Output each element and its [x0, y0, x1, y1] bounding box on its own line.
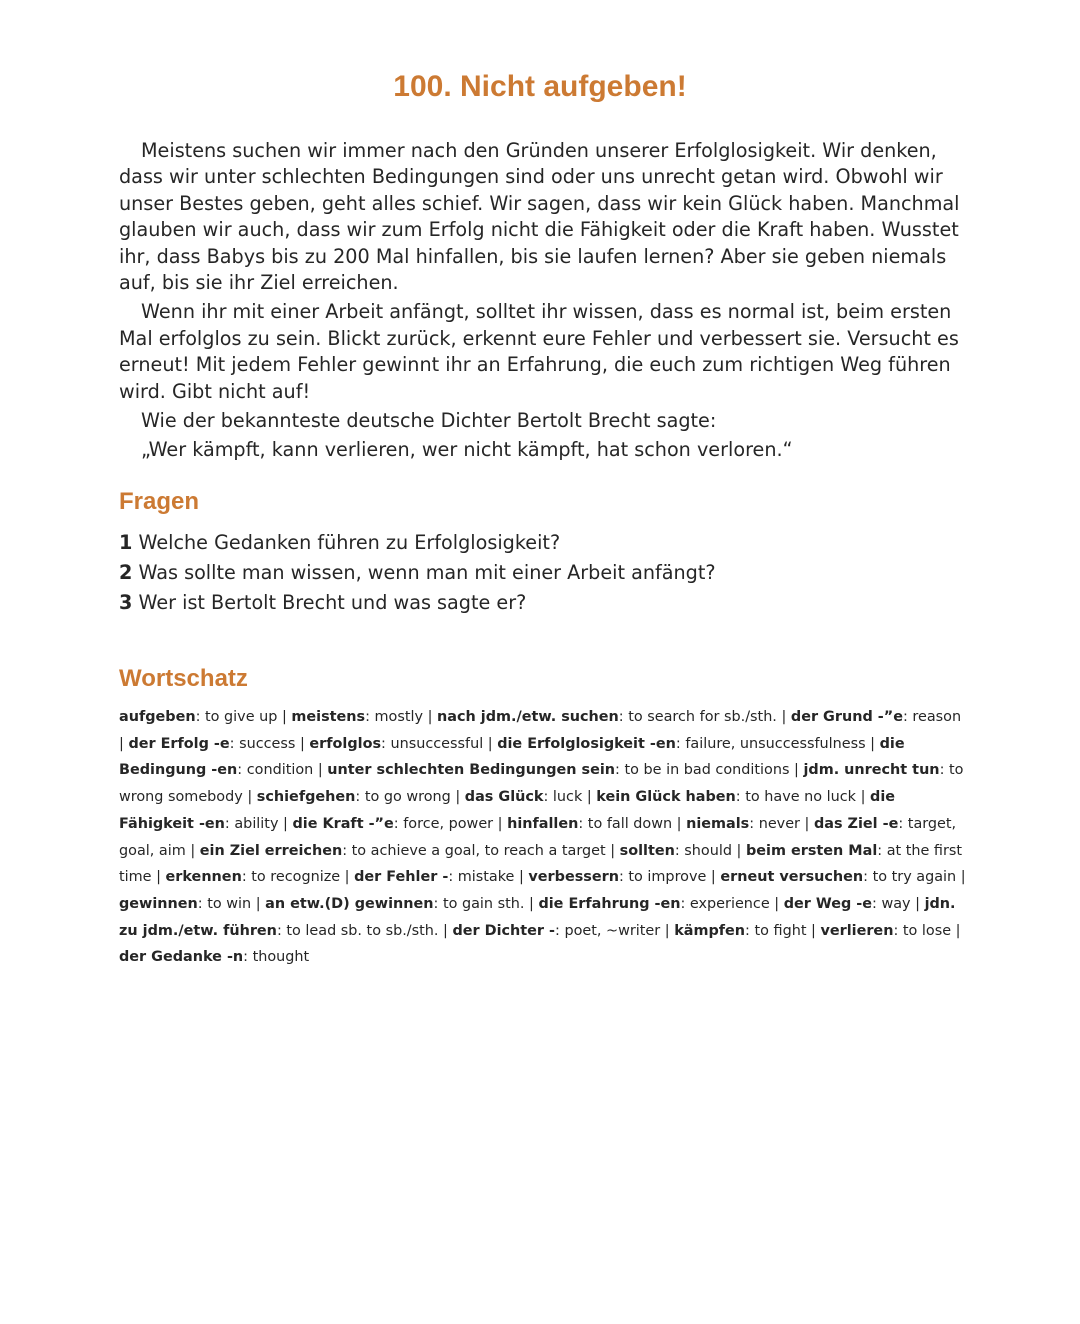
vocab-term: erfolglos: [309, 735, 382, 752]
vocab-term: der Grund -”e: [790, 709, 903, 725]
vocab-definition: should: [684, 842, 732, 859]
vocab-entry: die Kraft -”e: force, power: [292, 815, 494, 832]
vocab-definition: never: [758, 815, 800, 832]
vocab-entry: verbessern: to improve: [528, 869, 707, 886]
vocab-entry: das Ziel -e: target, goal, aim: [119, 815, 957, 859]
vocab-definition: to fight: [754, 922, 807, 939]
vocab-entry: die Erfahrung -en: experience: [538, 895, 770, 912]
vocab-definition: to recognize: [251, 869, 341, 886]
vocab-term: sollten: [619, 842, 675, 859]
vocab-entry: die Fähigkeit -en: ability: [119, 789, 896, 832]
vocab-definition: to go wrong: [364, 789, 451, 806]
questions-heading: Fragen: [119, 488, 200, 515]
vocab-term: der Dichter -: [452, 922, 556, 939]
vocab-definition: ability: [234, 815, 279, 832]
vocab-entry: schiefgehen: to go wrong: [256, 789, 451, 806]
vocab-term: die Fähigkeit -en: [119, 789, 896, 832]
vocab-term: kein Glück haben: [596, 789, 736, 806]
page-title: 100. Nicht aufgeben!: [393, 70, 687, 103]
vocab-term: die Bedingung -en: [119, 735, 905, 779]
vocab-term: an etw.(D) gewinnen: [265, 895, 434, 912]
vocab-term: ein Ziel erreichen: [199, 842, 343, 859]
vocab-entry: die Erfolglosigkeit -en: failure, unsuccessfulness: [497, 735, 866, 752]
vocab-term: niemals: [686, 815, 750, 832]
question-item: [119, 588, 969, 618]
vocab-definition: to improve: [628, 869, 707, 886]
question-item: [119, 528, 969, 558]
vocab-definition: mostly: [374, 709, 424, 725]
vocab-term: der Erfolg -e: [128, 735, 230, 752]
question-item: [119, 558, 969, 588]
brecht-quote: „Wer kämpft, kann verlieren, wer nicht kämpft, hat schon verloren.“: [141, 438, 793, 462]
vocab-definition: luck: [552, 789, 583, 806]
vocab-definition: to wrong somebody: [119, 762, 964, 806]
vocab-term: verbessern: [528, 869, 619, 886]
vocabulary-heading: Wortschatz: [119, 665, 248, 692]
vocab-definition: to gain sth.: [442, 895, 525, 912]
questions-list: [119, 528, 969, 618]
vocab-term: unter schlechten Bedingungen sein: [327, 762, 616, 779]
vocab-entry: das Glück: luck: [464, 789, 583, 806]
story-paragraph: Wenn ihr mit einer Arbeit anfängt, solltet ihr wissen, dass es normal ist, beim ersten Mal erfolglos zu sein. Blickt zurück, erkennt eure Fehler und verbessert sie. Versucht es erneut! Mit jedem Fehler gewinnt ihr an Erfahrung, die euch zum richtigen Weg führen wird. Gibt nicht auf!: [119, 300, 959, 403]
vocab-term: nach jdm./etw. suchen: [437, 709, 619, 725]
vocab-entry: kämpfen: to fight: [674, 922, 807, 939]
story-paragraph: Wie der bekannteste deutsche Dichter Bertolt Brecht sagte:: [141, 409, 717, 433]
vocab-definition: reason: [912, 709, 962, 725]
vocab-term: jdm. unrecht tun: [803, 762, 940, 779]
vocab-term: der Gedanke -n: [119, 949, 244, 966]
vocab-entry: beim ersten Mal: at the first time: [119, 842, 963, 886]
vocab-term: jdn. zu jdm./etw. führen: [119, 895, 956, 939]
vocab-definition: to lead sb. to sb./sth.: [286, 922, 439, 939]
vocab-definition: poet, ~writer: [564, 922, 661, 939]
vocab-term: das Glück: [464, 789, 544, 806]
vocab-entry: aufgeben: to give up: [119, 709, 278, 725]
vocab-term: das Ziel -e: [813, 815, 899, 832]
vocab-entry: verlieren: to lose: [820, 922, 952, 939]
vocab-definition: condition: [246, 762, 314, 779]
vocab-definition: to lose: [902, 922, 952, 939]
vocab-definition: target, goal, aim: [119, 815, 957, 859]
vocab-term: gewinnen: [119, 895, 198, 912]
vocab-entry: meistens: mostly: [291, 709, 424, 725]
vocab-entry: nach jdm./etw. suchen: to search for sb./sth.: [437, 709, 777, 725]
vocab-entry: der Gedanke -n: thought: [119, 949, 310, 966]
vocab-entry: erkennen: to recognize: [165, 869, 341, 886]
vocab-definition: to fall down: [587, 815, 673, 832]
vocab-entry: die Bedingung -en: condition: [119, 735, 905, 779]
vocab-entry: der Fehler -: mistake: [354, 869, 515, 886]
vocab-entry: an etw.(D) gewinnen: to gain sth.: [265, 895, 525, 912]
vocab-entry: der Grund -”e: reason: [790, 709, 962, 725]
vocab-definition: at the first time: [119, 842, 963, 886]
vocab-definition: failure, unsuccessfulness: [685, 735, 866, 752]
vocab-entry: gewinnen: to win: [119, 895, 252, 912]
vocab-entry: hinfallen: to fall down: [507, 815, 673, 832]
question-number: 2: [119, 561, 133, 584]
vocab-definition: to have no luck: [745, 789, 857, 806]
vocab-entry: niemals: never: [686, 815, 800, 832]
question-text: Wer ist Bertolt Brecht und was sagte er?: [138, 591, 527, 614]
vocab-definition: success: [239, 735, 296, 752]
vocab-definition: to try again: [872, 869, 957, 886]
question-number: 1: [119, 531, 133, 554]
vocab-definition: to achieve a goal, to reach a target: [351, 842, 606, 859]
question-number: 3: [119, 591, 133, 614]
vocab-definition: experience: [689, 895, 770, 912]
vocab-definition: to win: [207, 895, 252, 912]
vocab-term: kämpfen: [674, 922, 746, 939]
vocab-entry: der Weg -e: way: [783, 895, 911, 912]
vocab-term: der Fehler -: [354, 869, 449, 886]
vocab-entry: der Erfolg -e: success: [128, 735, 296, 752]
story-paragraph: Meistens suchen wir immer nach den Gründen unserer Erfolglosigkeit. Wir denken, dass wir unter schlechten Bedingungen sind oder uns unrecht getan wird. Obwohl wir unser Bestes geben, geht alles schief. Wir sagen, dass wir kein Glück haben. Manchmal glauben wir auch, dass wir zum Erfolg nicht die Fähigkeit oder die Kraft haben. Wusstet ihr, dass Babys bis zu 200 Mal hinfallen, bis sie laufen lernen? Aber sie geben niemals auf, bis sie ihr Ziel erreichen.: [119, 139, 960, 295]
question-text: Was sollte man wissen, wenn man mit einer Arbeit anfängt?: [138, 561, 716, 584]
vocab-term: die Erfahrung -en: [538, 895, 681, 912]
vocab-definition: to give up: [205, 709, 278, 725]
story-text: [119, 138, 969, 467]
vocab-term: aufgeben: [119, 709, 196, 725]
vocab-entry: der Dichter -: poet, ~writer: [452, 922, 661, 939]
vocab-term: die Kraft -”e: [292, 815, 394, 832]
vocab-definition: unsuccessful: [390, 735, 484, 752]
vocab-term: verlieren: [820, 922, 894, 939]
vocab-entry: jdn. zu jdm./etw. führen: to lead sb. to sb./sth.: [119, 895, 956, 939]
vocab-term: hinfallen: [507, 815, 579, 832]
vocab-definition: thought: [252, 949, 310, 966]
vocab-term: die Erfolglosigkeit -en: [497, 735, 676, 752]
vocab-definition: way: [881, 895, 911, 912]
vocab-entry: ein Ziel erreichen: to achieve a goal, to reach a target: [199, 842, 606, 859]
vocab-entry: erneut versuchen: to try again: [720, 869, 957, 886]
vocab-term: erneut versuchen: [720, 869, 864, 886]
question-text: Welche Gedanken führen zu Erfolglosigkeit?: [138, 531, 561, 554]
vocabulary-list: aufgeben: to give up | meistens: mostly | nach jdm./etw. suchen: to search for sb./sth. | der Grund -”e: reason | der Erfolg -e: success | erfolglos: unsuccessful | die Erfolglosigkeit -en: failure, unsuccessfulness | die Bedingung -en: condition | unter schlechten Bedingungen sein: to be in bad conditions | jdm. unrecht tun: to wrong somebody | schiefgehen: to go wrong | das Glück: luck | kein Glück haben: to have no luck | die Fähigkeit -en: ability | die Kraft -”e: force, power | hinfallen: to fall down | niemals: never | das Ziel -e: target, goal, aim | ein Ziel erreichen: to achieve a goal, to reach a target | sollten: should | beim ersten Mal: at the first time | erkennen: to recognize | der Fehler -: mistake | verbessern: to improve | erneut versuchen: to try again | gewinnen: to win | an etw.(D) gewinnen: to gain sth. | die Erfahrung -en: experience | der Weg -e: way | jdn. zu jdm./etw. führen: to lead sb. to sb./sth. | der Dichter -: poet, ~writer | kämpfen: to fight | verlieren: to lose | der Gedanke -n: thought: [119, 709, 966, 966]
vocab-term: schiefgehen: [256, 789, 356, 806]
vocab-definition: mistake: [457, 869, 515, 886]
vocab-entry: kein Glück haben: to have no luck: [596, 789, 857, 806]
vocab-entry: jdm. unrecht tun: to wrong somebody: [119, 762, 964, 806]
vocab-term: beim ersten Mal: [745, 842, 878, 859]
vocab-term: meistens: [291, 709, 366, 725]
vocab-definition: to search for sb./sth.: [628, 709, 777, 725]
vocab-definition: to be in bad conditions: [624, 762, 790, 779]
vocab-entry: erfolglos: unsuccessful: [309, 735, 484, 752]
vocab-entry: unter schlechten Bedingungen sein: to be in bad conditions: [327, 762, 790, 779]
vocab-definition: force, power: [403, 815, 494, 832]
vocab-entry: sollten: should: [619, 842, 732, 859]
vocab-term: der Weg -e: [783, 895, 873, 912]
vocab-term: erkennen: [165, 869, 242, 886]
